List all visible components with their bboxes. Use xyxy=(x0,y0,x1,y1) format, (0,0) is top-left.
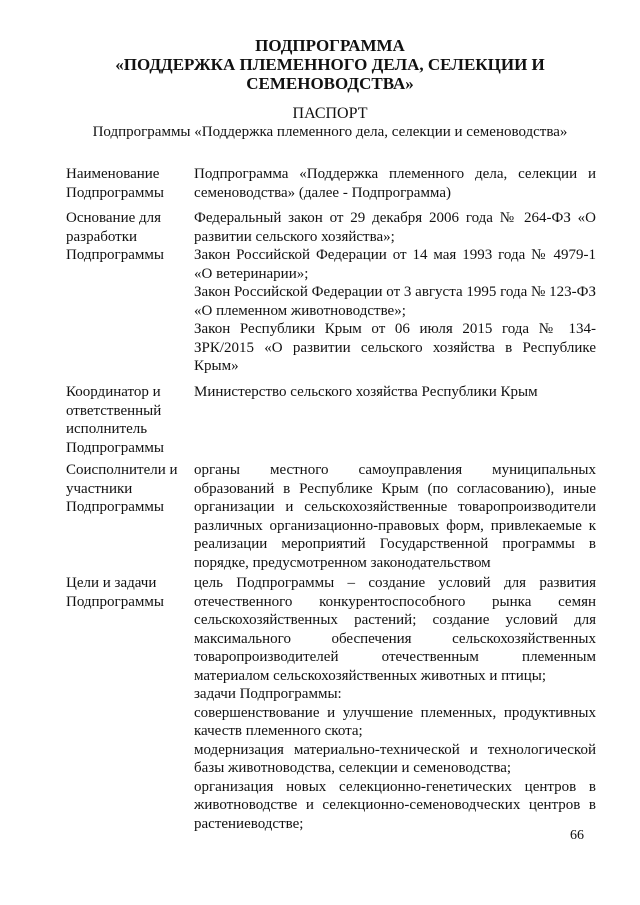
label-line: Подпрограммы xyxy=(66,439,164,456)
row-label xyxy=(66,165,191,202)
page-number: 66 xyxy=(570,828,584,843)
label-line: Подпрограммы xyxy=(66,593,164,610)
title-line: ПОДПРОГРАММА xyxy=(255,36,405,55)
label-line: ответственный xyxy=(66,402,162,419)
row-paragraph: Закон Российской Федерации от 3 августа 1995 года № 123-ФЗ «О племенном животноводстве»; xyxy=(194,284,596,319)
label-line: Соисполнители и xyxy=(66,462,178,478)
label-line: Наименование xyxy=(66,166,160,182)
label-line: Подпрограммы xyxy=(66,247,164,263)
passport-heading: ПАСПОРТ xyxy=(292,105,368,122)
row-paragraph: совершенствование и улучшение племенных, продуктивных качеств племенного скота; xyxy=(194,704,596,739)
row-content xyxy=(194,574,596,833)
row-label xyxy=(66,383,191,457)
row-paragraph: органы местного самоуправления муниципальных образований в Республике Крым (по согласованию), иные организации и сельскохозяйственные товаропроизводители различных организационно-правовых форм, привлекаемые к реализации мероприятий Государственной программы в порядке, предусмотренном законодательством xyxy=(194,462,596,571)
row-paragraph: задачи Подпрограммы: xyxy=(194,686,342,702)
row-content xyxy=(194,209,596,376)
label-line: Цели и задачи xyxy=(66,575,157,591)
row-content xyxy=(194,165,596,202)
title-line: «ПОДДЕРЖКА ПЛЕМЕННОГО ДЕЛА, СЕЛЕКЦИИ И xyxy=(115,55,545,74)
label-line: Основание для xyxy=(66,210,162,226)
label-line: Подпрограммы xyxy=(66,499,164,515)
label-line: участники xyxy=(66,480,133,497)
title-line: СЕМЕНОВОДСТВА» xyxy=(246,74,414,93)
row-content xyxy=(194,383,596,402)
document-title xyxy=(60,36,600,93)
row-paragraph: Закон Республики Крым от 06 июля 2015 года № 134-ЗРК/2015 «О развитии сельского хозяйства в Республике Крым» xyxy=(194,321,596,374)
row-paragraph: организация новых селекционно-генетических центров в животноводстве и селекционно-семеноводческих центров в растениеводстве; xyxy=(194,778,596,832)
row-paragraph: Подпрограмма «Поддержка племенного дела, селекции и семеноводства» (далее - Подпрограмма) xyxy=(194,166,596,201)
row-paragraph: Министерство сельского хозяйства Республики Крым xyxy=(194,384,538,400)
row-paragraph: Закон Российской Федерации от 14 мая 1993 года № 4979-1 «О ветеринарии»; xyxy=(194,247,596,282)
passport-subheading: Подпрограммы «Поддержка племенного дела, селекции и семеноводства» xyxy=(92,124,568,140)
row-paragraph: цель Подпрограммы – создание условий для развития отечественного конкурентоспособного рынка семян сельскохозяйственных растений; создание условий для максимального обеспечения сельскохозяйственных товаропроизводителей отечественным племенным материалом сельскохозяйственных животных и птицы; xyxy=(194,575,596,684)
label-line: Подпрограммы xyxy=(66,184,164,201)
label-line: разработки xyxy=(66,228,138,245)
label-line: исполнитель xyxy=(66,421,148,437)
row-label xyxy=(66,209,191,265)
row-paragraph: модернизация материально-технической и технологической базы животноводства, селекции и семеноводства; xyxy=(194,741,596,776)
row-paragraph: Федеральный закон от 29 декабря 2006 года № 264-ФЗ «О развитии сельского хозяйства»; xyxy=(194,210,596,245)
label-line: Координатор и xyxy=(66,384,161,400)
row-label xyxy=(66,574,191,611)
row-content xyxy=(194,461,596,572)
passport-header xyxy=(60,105,600,141)
row-label xyxy=(66,461,191,517)
